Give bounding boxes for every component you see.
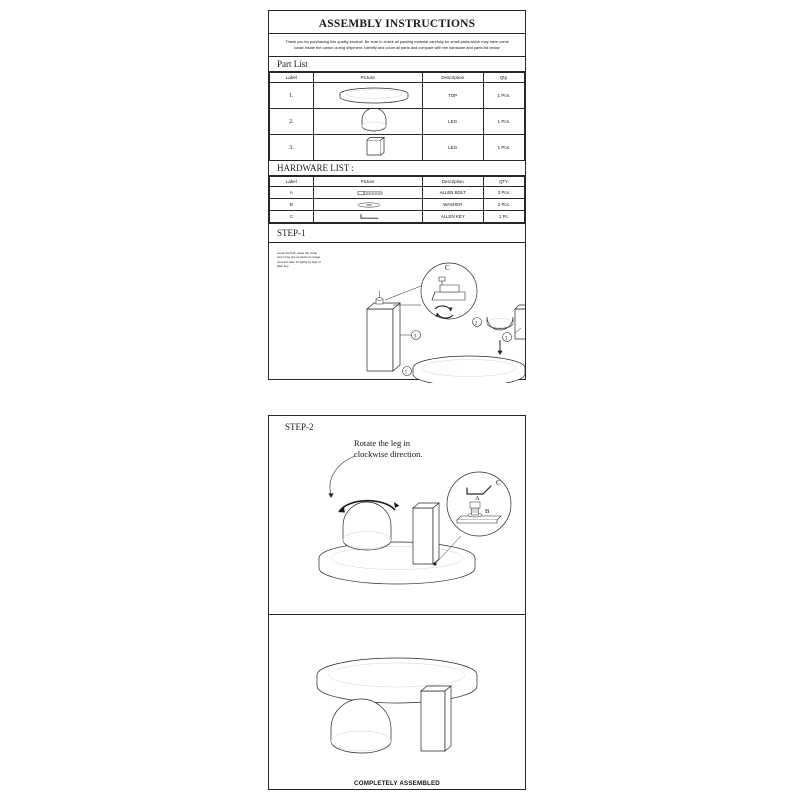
hardware-label: B [270, 199, 314, 211]
sheet-two [268, 415, 526, 790]
sheet-one [268, 10, 526, 380]
hardware-picture-cell [313, 187, 422, 199]
hardware-description: WASHER [422, 199, 483, 211]
column-header-picture: Picture [313, 73, 422, 83]
hardware-description: ALLEN KEY [422, 211, 483, 223]
washer-icon [314, 200, 424, 210]
table-row [270, 135, 525, 161]
table-row [270, 199, 525, 211]
page-title: ASSEMBLY INSTRUCTIONS [269, 11, 525, 34]
part-label: 1. [270, 83, 314, 109]
table-header-row [270, 73, 525, 83]
part-picture-cell [313, 83, 422, 109]
column-leg-icon [314, 135, 434, 160]
svg-text:A: A [475, 495, 480, 502]
part-qty: 1 Pcs. [483, 135, 524, 161]
table-top-ellipse-icon [314, 84, 434, 108]
table-header-row [270, 177, 525, 187]
step-2-illustration [269, 436, 525, 614]
part-qty: 1 Pcs. [483, 83, 524, 109]
final-assembly-diagram [269, 615, 525, 809]
step-1-diagram [269, 243, 525, 383]
allen-key-icon [314, 212, 424, 222]
hardware-picture-cell [313, 211, 422, 223]
part-label: 2. [270, 109, 314, 135]
step-1-note: Loose the bolt, rotate the metal strip in leg slot as shown in image view and after To tightly by help of allen key. [277, 251, 321, 269]
hardware-label: C [270, 211, 314, 223]
svg-text:C: C [445, 264, 450, 273]
svg-text:3: 3 [413, 334, 417, 340]
hardware-qty: 2 Pcs. [483, 187, 524, 199]
svg-text:3: 3 [504, 336, 508, 342]
part-description: LEG [422, 135, 483, 161]
column-header-picture: Picture [313, 177, 422, 187]
hardware-qty: 2 Pcs. [483, 199, 524, 211]
step-2-diagram [269, 436, 525, 614]
column-header-qty: Qty. [483, 73, 524, 83]
part-description: TOP [422, 83, 483, 109]
hardware-description: ALLEN BOLT [422, 187, 483, 199]
column-header-label: Label [270, 73, 314, 83]
part-qty: 1 Pcs. [483, 109, 524, 135]
svg-text:C: C [496, 479, 501, 487]
column-header-description: Description [422, 177, 483, 187]
part-list-table [269, 72, 525, 161]
final-caption: COMPLETELY ASSEMBLED [354, 780, 440, 787]
hardware-list-heading: HARDWARE LIST : [269, 161, 525, 176]
column-header-qty: QTY. [483, 177, 524, 187]
part-picture-cell [313, 109, 422, 135]
table-row [270, 109, 525, 135]
table-row [270, 187, 525, 199]
step-1-illustration [269, 243, 525, 383]
column-header-label: Label [270, 177, 314, 187]
part-label: 3. [270, 135, 314, 161]
hardware-picture-cell [313, 199, 422, 211]
svg-text:B: B [485, 508, 490, 515]
step-2-note: Rotate the leg in clockwise direction. [354, 438, 423, 459]
part-picture-cell [313, 135, 422, 161]
part-description: LEG [422, 109, 483, 135]
svg-text:2: 2 [474, 321, 478, 327]
table-row [270, 83, 525, 109]
part-list-heading: Part List [269, 56, 525, 72]
svg-text:1: 1 [404, 370, 408, 376]
step-1-label: STEP-1 [269, 223, 525, 243]
final-assembly-illustration [269, 629, 525, 799]
column-header-description: Description [422, 73, 483, 83]
sphere-leg-icon [314, 109, 434, 134]
allen-bolt-icon [314, 188, 424, 198]
intro-paragraph: Thank you for purchasing this quality product. Be sure to check all packing material carefully for small parts,which may have come loose inside the carton during shipment. Identify and count all parts and compare with the hardware and parts list below [285, 39, 509, 51]
hardware-qty: 1 Pc. [483, 211, 524, 223]
step-2-label: STEP-2 [285, 422, 314, 432]
hardware-label: A [270, 187, 314, 199]
table-row [270, 211, 525, 223]
hardware-list-table [269, 176, 525, 223]
